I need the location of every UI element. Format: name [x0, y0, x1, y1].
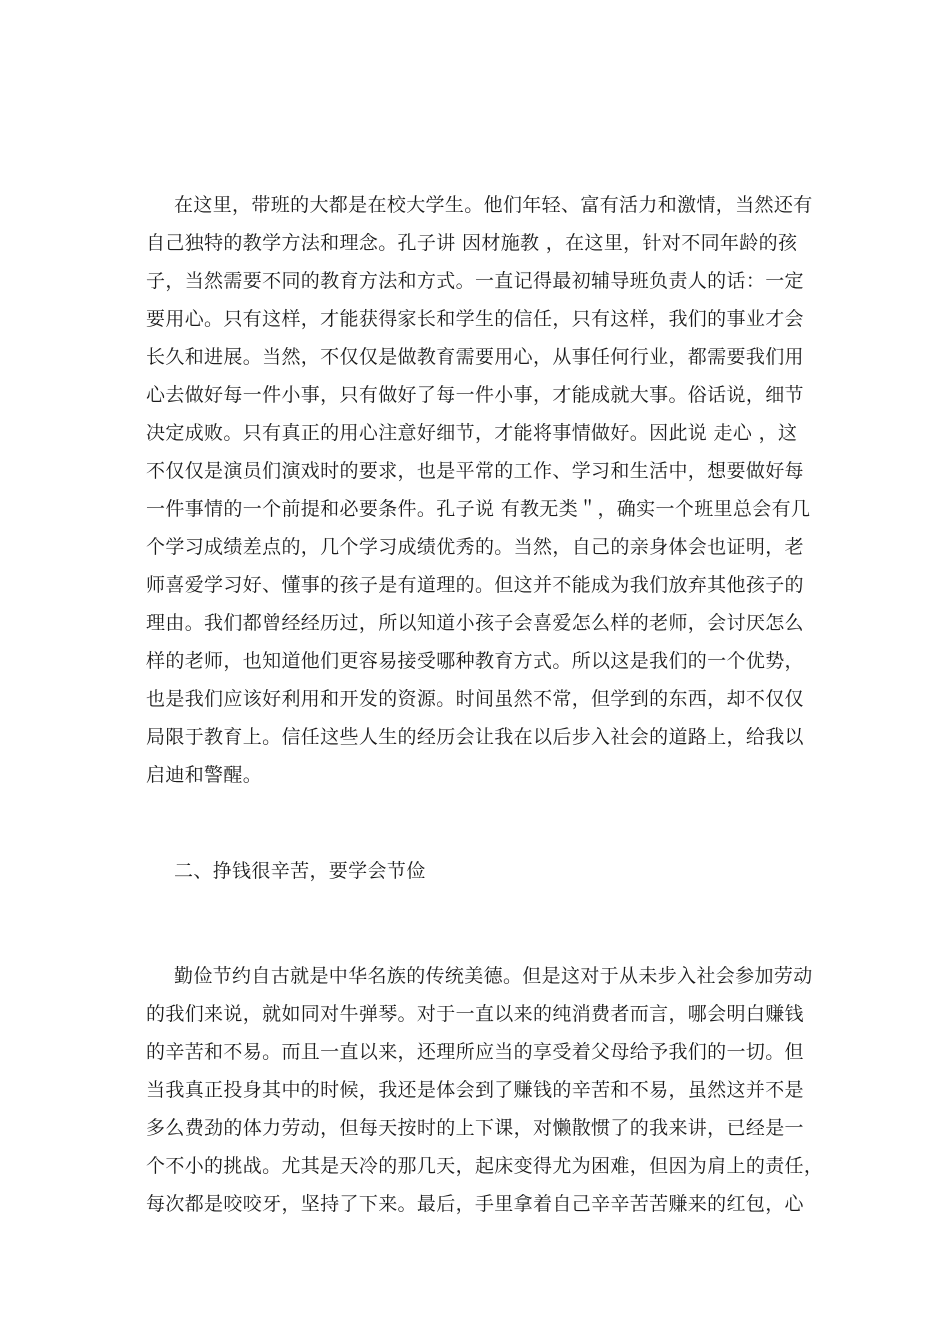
text-line: 长久和进展。当然，不仅仅是做教育需要用心，从事任何行业，都需要我们用 — [146, 346, 804, 368]
text-line: 一件事情的一个前提和必要条件。孔子说 有教无类＂，确实一个班里总会有几 — [146, 498, 811, 520]
text-line: 当我真正投身其中的时候，我还是体会到了赚钱的辛苦和不易，虽然这并不是 — [146, 1079, 804, 1101]
text-line: 也是我们应该好利用和开发的资源。时间虽然不常，但学到的东西，却不仅仅 — [146, 688, 804, 710]
text-line: 自己独特的教学方法和理念。孔子讲 因材施教 ，在这里，针对不同年龄的孩 — [146, 232, 798, 254]
text-line: 在这里，带班的大都是在校大学生。他们年轻、富有活力和激情，当然还有 — [174, 194, 813, 216]
text-line: 理由。我们都曾经经历过，所以知道小孩子会喜爱怎么样的老师，会讨厌怎么 — [146, 612, 804, 634]
text-line: 样的老师，也知道他们更容易接受哪种教育方式。所以这是我们的一个优势， — [146, 650, 804, 672]
text-line: 心去做好每一件小事，只有做好了每一件小事，才能成就大事。俗话说，细节 — [146, 384, 804, 406]
text-line: 师喜爱学习好、懂事的孩子是有道理的。但这并不能成为我们放弃其他孩子的 — [146, 574, 804, 596]
text-line: 个不小的挑战。尤其是天冷的那几天，起床变得尤为困难，但因为肩上的责任， — [146, 1155, 824, 1177]
text-line: 每次都是咬咬牙，坚持了下来。最后，手里拿着自己辛辛苦苦赚来的红包，心 — [146, 1193, 804, 1215]
text-line: 局限于教育上。信任这些人生的经历会让我在以后步入社会的道路上，给我以 — [146, 726, 804, 748]
text-line: 多么费劲的体力劳动，但每天按时的上下课，对懒散惯了的我来讲，已经是一 — [146, 1117, 804, 1139]
text-line: 要用心。只有这样，才能获得家长和学生的信任，只有这样，我们的事业才会 — [146, 308, 804, 330]
section-heading: 二、挣钱很辛苦，要学会节俭 — [174, 860, 426, 882]
text-line: 勤俭节约自古就是中华名族的传统美德。但是这对于从未步入社会参加劳动 — [174, 965, 813, 987]
text-line: 的我们来说，就如同对牛弹琴。对于一直以来的纯消费者而言，哪会明白赚钱 — [146, 1003, 804, 1025]
text-line: 启迪和警醒。 — [146, 764, 263, 786]
text-line: 个学习成绩差点的，几个学习成绩优秀的。当然，自己的亲身体会也证明，老 — [146, 536, 804, 558]
text-line: 的辛苦和不易。而且一直以来，还理所应当的享受着父母给予我们的一切。但 — [146, 1041, 804, 1063]
text-line: 子，当然需要不同的教育方法和方式。一直记得最初辅导班负责人的话：一定 — [146, 270, 804, 292]
text-line: 不仅仅是演员们演戏时的要求，也是平常的工作、学习和生活中，想要做好每 — [146, 460, 804, 482]
text-line: 决定成败。只有真正的用心注意好细节，才能将事情做好。因此说 走心 ，这 — [146, 422, 798, 444]
